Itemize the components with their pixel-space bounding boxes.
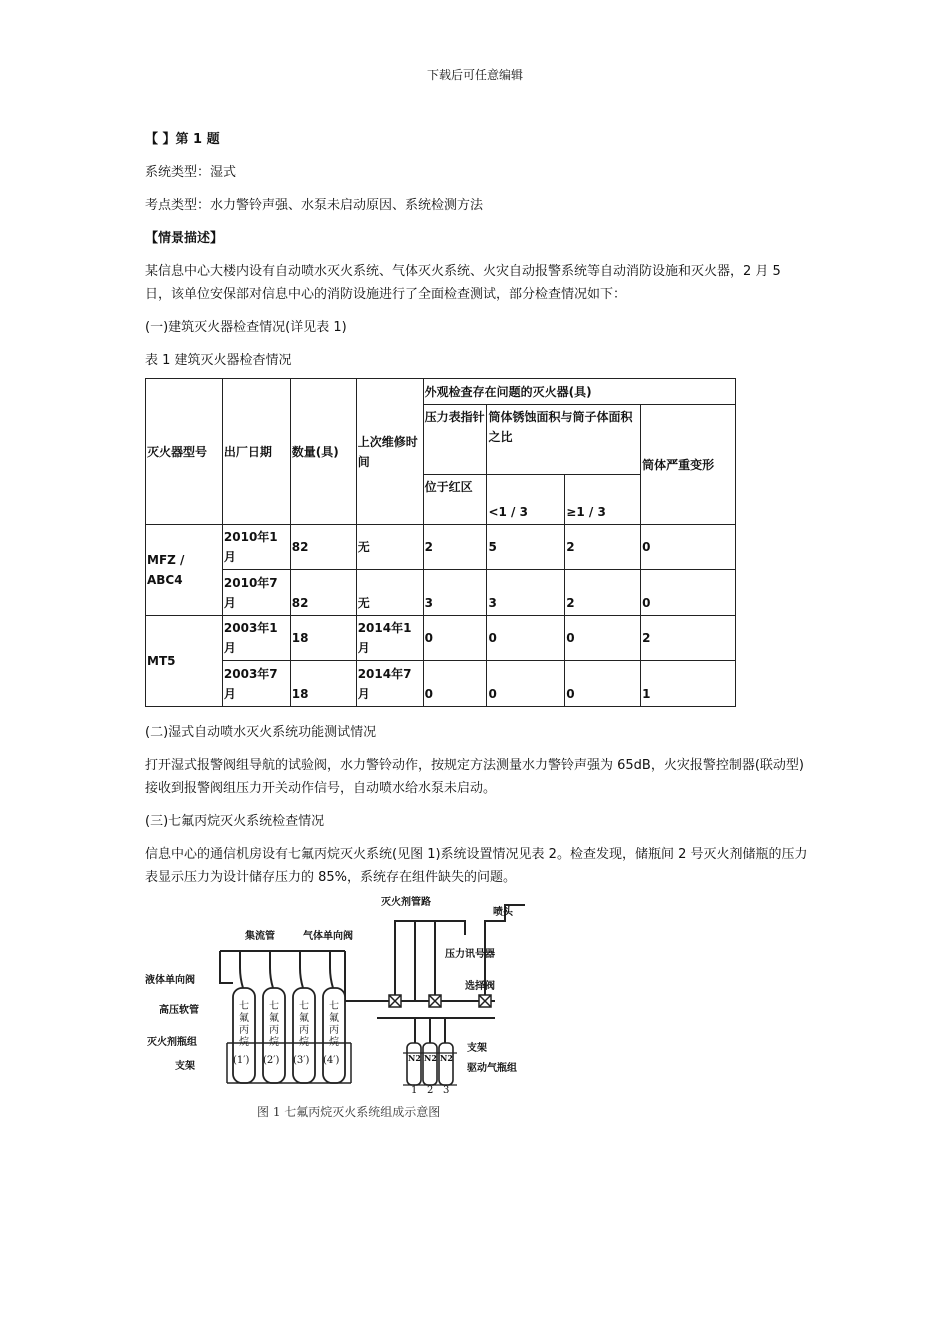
left-connector bbox=[220, 951, 233, 983]
drive-cylinder-number: 1 bbox=[411, 1085, 418, 1096]
page-header: 下载后可任意编辑 bbox=[426, 68, 523, 82]
cylinder-number: (4′) bbox=[323, 1055, 340, 1066]
cell-pressure: 2 bbox=[423, 525, 487, 570]
document-body bbox=[145, 128, 810, 1123]
cell-maintenance: 无 bbox=[356, 525, 423, 570]
header-corrosion-ge: ≥1 / 3 bbox=[565, 475, 641, 525]
drive-cylinder-number: 3 bbox=[443, 1085, 450, 1096]
cell-maintenance: 无 bbox=[356, 570, 423, 616]
drive-cylinder-number: 2 bbox=[427, 1085, 434, 1096]
cell-corrosion-ge: 0 bbox=[565, 661, 641, 707]
header-corrosion: 筒体锈蚀面积与筒子体面积之比 bbox=[487, 405, 641, 475]
question-title: 【 】第 1 题 bbox=[145, 132, 220, 147]
header-qty: 数量(具) bbox=[290, 379, 356, 525]
label-drive-bottle-group: 驱动气瓶组 bbox=[467, 1063, 517, 1074]
table-row bbox=[146, 570, 736, 616]
agent-riser bbox=[395, 921, 465, 1001]
label-gas-check-valve: 气体单向阀 bbox=[303, 931, 353, 942]
scenario-heading: 【情景描述】 bbox=[145, 231, 224, 246]
label-bracket-left: 支架 bbox=[175, 1061, 195, 1072]
cell-date: 2003年7月 bbox=[222, 661, 290, 707]
drive-cylinder-gas: N2 bbox=[424, 1053, 437, 1063]
header-model: 灭火器型号 bbox=[146, 379, 223, 525]
system-type: 系统类型：湿式 bbox=[145, 165, 237, 180]
cylinder-text: 七氟丙烷 bbox=[269, 1001, 279, 1048]
extinguisher-inspection-table bbox=[145, 378, 736, 707]
cell-pressure: 0 bbox=[423, 661, 487, 707]
label-bottle-group: 灭火剂瓶组 bbox=[147, 1037, 197, 1048]
topic-type: 考点类型：水力警铃声强、水泵未启动原因、系统检测方法 bbox=[145, 198, 484, 213]
cell-deform: 2 bbox=[641, 616, 736, 661]
label-agent-pipe: 灭火剂管路 bbox=[381, 897, 431, 908]
drive-cylinder bbox=[439, 1043, 453, 1085]
table-header-row bbox=[146, 379, 736, 405]
header-corrosion-lt: <1 / 3 bbox=[487, 475, 565, 525]
label-selector-valve: 选择阀 bbox=[465, 981, 495, 992]
section2-text: 打开湿式报警阀组导航的试验阀，水力警铃动作，按规定方法测量水力警铃声强为 65dB，火灾报警控制器(联动型)接收到报警阀组压力开关动作信号，自动喷水给水泵未启动。 bbox=[145, 758, 804, 796]
cell-qty: 82 bbox=[290, 570, 356, 616]
drive-cylinder-gas: N2 bbox=[408, 1053, 421, 1063]
cell-date: 2003年1月 bbox=[222, 616, 290, 661]
header-deform: 筒体严重变形 bbox=[641, 405, 736, 525]
cell-date: 2010年1月 bbox=[222, 525, 290, 570]
cell-maintenance: 2014年7月 bbox=[356, 661, 423, 707]
figure-caption: 图 1 七氟丙烷灭火系统组成示意图 bbox=[257, 1105, 441, 1119]
header-maintenance: 上次维修时间 bbox=[356, 379, 423, 525]
cell-model: MT5 bbox=[146, 616, 223, 707]
section3-text: 信息中心的通信机房设有七氟丙烷灭火系统(见图 1)系统设置情况见表 2。检查发现，储瓶间 2 号灭火剂储瓶的压力表显示压力为设计储存压力的 85%，系统存在组件缺失的问题。 bbox=[145, 847, 808, 885]
cell-deform: 1 bbox=[641, 661, 736, 707]
hose bbox=[330, 951, 333, 988]
header-pressure-sub: 位于红区 bbox=[423, 475, 487, 525]
header-group: 外观检查存在问题的灭火器(具) bbox=[423, 379, 735, 405]
cell-qty: 82 bbox=[290, 525, 356, 570]
cell-maintenance: 2014年1月 bbox=[356, 616, 423, 661]
cylinder-number: (2′) bbox=[263, 1055, 280, 1066]
cell-deform: 0 bbox=[641, 525, 736, 570]
scenario-text: 某信息中心大楼内设有自动喷水灭火系统、气体灭火系统、火灾自动报警系统等自动消防设施和灭火器，2 月 5 日，该单位安保部对信息中心的消防设施进行了全面检查测试，部分检查情况如下： bbox=[145, 264, 781, 302]
hose bbox=[300, 951, 303, 988]
cell-corrosion-ge: 2 bbox=[565, 570, 641, 616]
label-liquid-check-valve: 液体单向阀 bbox=[145, 975, 195, 986]
label-manifold: 集流管 bbox=[245, 931, 275, 942]
hose bbox=[240, 951, 243, 988]
cell-qty: 18 bbox=[290, 616, 356, 661]
figure-heptafluoropropane-system bbox=[145, 893, 525, 1123]
cell-pressure: 3 bbox=[423, 570, 487, 616]
header-pressure: 压力表指针 bbox=[423, 405, 487, 475]
cell-date: 2010年7月 bbox=[222, 570, 290, 616]
cell-pressure: 0 bbox=[423, 616, 487, 661]
label-pressure-switch: 压力讯号器 bbox=[445, 949, 495, 960]
label-bracket-right: 支架 bbox=[467, 1043, 487, 1054]
label-nozzle: 喷头 bbox=[493, 907, 513, 918]
drive-cylinder bbox=[423, 1043, 437, 1085]
cell-corrosion-lt: 0 bbox=[487, 616, 565, 661]
section2-heading: (二)湿式自动喷水灭火系统功能测试情况 bbox=[145, 725, 377, 740]
drive-cylinder-gas: N2 bbox=[440, 1053, 453, 1063]
cylinder-text: 七氟丙烷 bbox=[239, 1001, 249, 1048]
cylinder-text: 七氟丙烷 bbox=[299, 1001, 309, 1048]
hose bbox=[270, 951, 273, 988]
cell-qty: 18 bbox=[290, 661, 356, 707]
label-hose: 高压软管 bbox=[159, 1005, 199, 1016]
cylinder-number: (3′) bbox=[293, 1055, 310, 1066]
table-row bbox=[146, 525, 736, 570]
header-date: 出厂日期 bbox=[222, 379, 290, 525]
cell-corrosion-ge: 2 bbox=[565, 525, 641, 570]
table-row bbox=[146, 616, 736, 661]
cell-corrosion-lt: 5 bbox=[487, 525, 565, 570]
cell-model: MFZ / ABC4 bbox=[146, 525, 223, 616]
table-row bbox=[146, 661, 736, 707]
cylinder-number: (1′) bbox=[233, 1055, 250, 1066]
drive-cylinder bbox=[407, 1043, 421, 1085]
section3-heading: (三)七氟丙烷灭火系统检查情况 bbox=[145, 814, 325, 829]
cell-corrosion-ge: 0 bbox=[565, 616, 641, 661]
cell-deform: 0 bbox=[641, 570, 736, 616]
cylinder-text: 七氟丙烷 bbox=[329, 1001, 339, 1048]
cell-corrosion-lt: 3 bbox=[487, 570, 565, 616]
cell-corrosion-lt: 0 bbox=[487, 661, 565, 707]
table1-title: 表 1 建筑灭火器检杳情况 bbox=[145, 353, 292, 368]
section1-heading: (一)建筑灭火器检查情况(详见表 1) bbox=[145, 320, 347, 335]
